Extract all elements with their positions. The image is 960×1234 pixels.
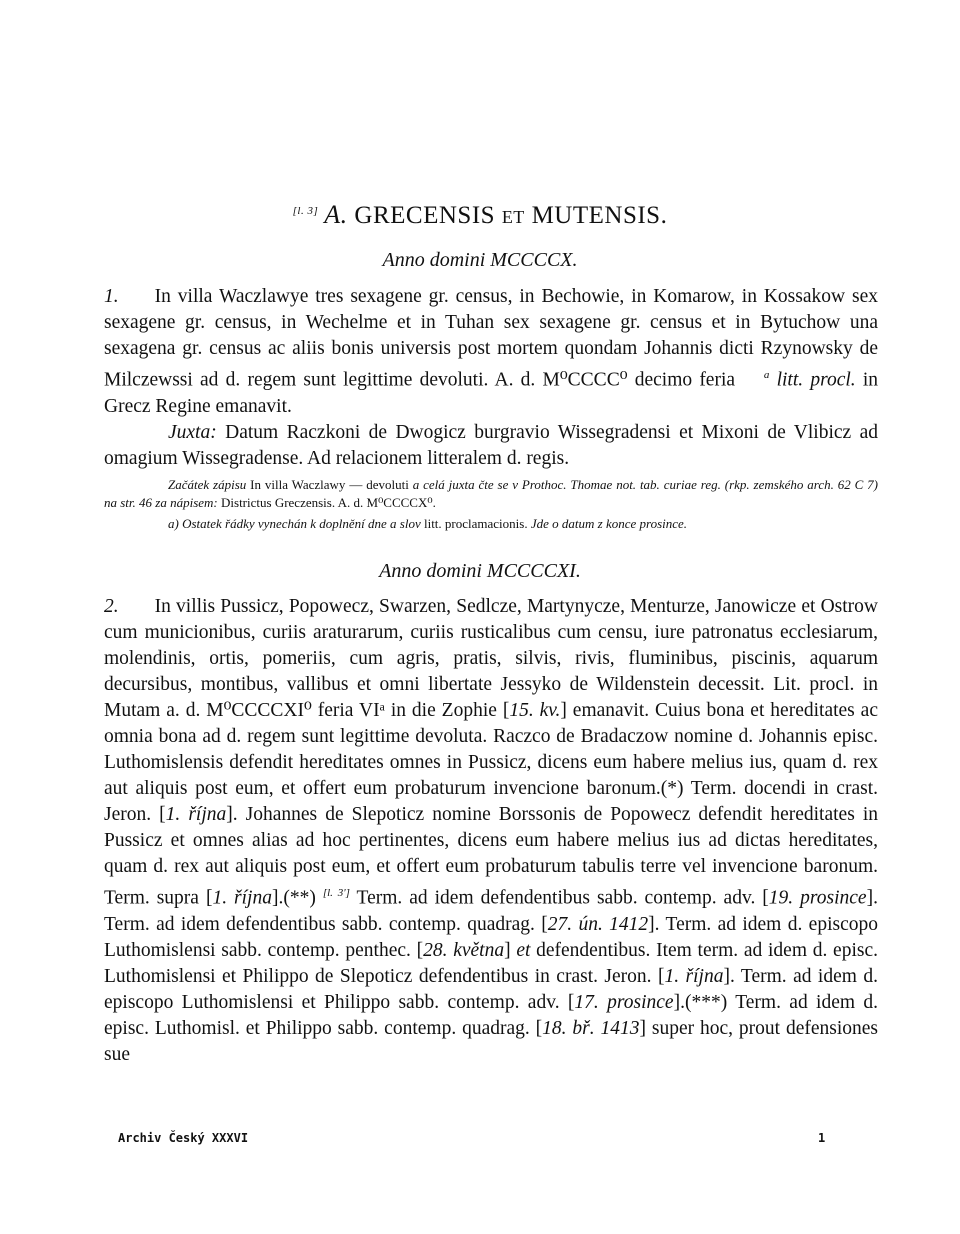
year-heading-1: Anno domini MCCCCX. — [382, 249, 578, 271]
note-text: Districtus Greczensis. A. d. M⁰CCCCX⁰. — [221, 495, 436, 510]
note-mark: a) — [168, 516, 179, 531]
footer-source: Archiv Český XXXVI — [118, 1131, 249, 1145]
entry-text: defendentibus. Item term. ad idem d. episc. Luthomislensi et Philippo de Slepoticz defendentibus in crast. Jeron. [ — [104, 939, 878, 987]
date-gloss: 28. května — [423, 939, 505, 961]
editorial-insert: et — [516, 939, 531, 961]
note-text: In villa Waczlawy — devoluti — [250, 477, 409, 492]
footnote-1 — [104, 476, 878, 512]
juxta-text: Datum Raczkoni de Dwogicz burgravio Wissegradensi et Mixoni de Vlibicz ad omagium Wissegradense. Ad relacionem litteralem d. regis. — [104, 421, 879, 469]
date-gloss: 19. prosince — [768, 887, 867, 909]
entry-text: ]. Term. ad idem d. episcopo Luthomislensi et Philippo sabb. contemp. adv. [ — [104, 965, 878, 1013]
date-gloss: 1. října — [212, 887, 272, 909]
date-gloss: 17. prosince — [574, 991, 674, 1013]
heading-word-2: MUTENSIS. — [531, 202, 668, 229]
note-text: Ostatek řádky vynechán k doplnění dne a slov — [182, 516, 421, 531]
entry-number: 2. — [104, 596, 119, 617]
year-heading-2: Anno domini MCCCCXI. — [379, 560, 581, 582]
entry-text: ].(***) Term. ad idem d. episc. Luthomisl. et Philippo sabb. contemp. quadrag. [ — [104, 991, 879, 1039]
note-text: a celá juxta čte se v Prothoc. Thomae not. tab. curiae reg. (rkp. zemského arch. 62 C 7) na str. 46 za nápisem: — [104, 477, 878, 510]
margin-reference: [l. 3'] — [322, 887, 350, 899]
note-text: Jde o datum z konce prosince. — [530, 516, 688, 531]
date-gloss: 1. října — [664, 965, 724, 987]
entry-text: in Grecz Regine emanavit. — [104, 369, 879, 417]
page-number: 1 — [818, 1131, 826, 1145]
entry-text: ] emanavit. Cuius bona et hereditates ac omnia bona ad d. regem sunt legittime devoluta. Raczco de Bradaczow nomine d. Johannis episc. Luthomislensis defendit hereditates omnes in Pussicz, dicens eum habere melius ius, quam d. rex aut aliquis post eum, et offert eum probaturum invencione baronum.(*) Term. docendi in crast. Jeron. [ — [104, 700, 878, 825]
note-label: Začátek zápisu — [168, 477, 247, 492]
entry-text: ] — [504, 939, 517, 961]
date-gloss: 18. bř. 1413 — [542, 1017, 640, 1039]
juxta-label: Juxta: — [168, 421, 217, 443]
margin-reference: [l. 3] — [292, 204, 319, 217]
heading-word-1: GRECENSIS — [354, 202, 496, 229]
entry-text: ]. Term. ad idem d. episcopo Luthomislensi sabb. contemp. penthec. [ — [104, 913, 878, 961]
entry-text: In villis Pussicz, Popowecz, Swarzen, Sedlcze, Martynycze, Menturze, Janowicze et Ostrow cum municionibus, curiis araturarum, curiis rusticalibus cum censu, iure patronatus ecclesiarum, molendinis, ortis, pomeriis, cum agris, pratis, silvis, rivis, fluminibus, piscinis, aquarum decursibus, montibus, vallibus et omni libertate Jessyko de Wildenstein decessit. Lit. procl. in Mutam a. d. M⁰CCCCXI⁰ feria VIᵃ in die Zophie [ — [104, 596, 878, 721]
note-mark: a — [763, 369, 770, 381]
entry-1 — [104, 284, 878, 472]
gap-text: litt. procl. — [776, 369, 856, 391]
footnote-2 — [104, 515, 878, 533]
entry-2 — [104, 594, 878, 1068]
entry-text: ] super hoc, prout defensiones sue — [104, 1017, 878, 1065]
entry-text: In villa Waczlawye tres sexagene gr. census, in Bechowie, in Komarow, in Kossakow sex sexagene gr. census, in Wechelme et in Tuhan sex sexagene gr. census et in Bytuchow una sexagena gr. census ac aliis bonis universis post mortem quondam Johannis dicti Rzynowsky de Milczewssi ad d. regem sunt legittime devoluti. A. d. M⁰CCCC⁰ decimo feria — [104, 286, 878, 391]
date-gloss: 27. ún. 1412 — [547, 913, 649, 935]
entry-text: ]. Term. ad idem defendentibus sabb. contemp. quadrag. [ — [104, 887, 878, 935]
heading-conjunction: ET — [501, 207, 525, 227]
entry-number: 1. — [104, 286, 119, 307]
date-gloss: 1. října — [165, 804, 227, 825]
heading-letter: A. — [324, 200, 348, 229]
date-gloss: 15. kv. — [509, 700, 561, 721]
note-text: litt. proclamacionis. — [423, 516, 528, 531]
entry-text: ].(**) — [271, 887, 323, 909]
entry-text: Term. ad idem defendentibus sabb. contemp. adv. [ — [349, 887, 769, 909]
entry-text: ]. Johannes de Slepoticz nomine Borssonis de Popowecz defendit hereditates in Pussicz et omnes alias ad hoc pertinentes, dicens eum habere melius ius ad dictas hereditates, quam d. rex aut aliquis post eum, et offert eum probaturum tabulis terre vel invencione baronum. Term. supra [ — [104, 804, 878, 909]
page-heading — [0, 200, 960, 230]
